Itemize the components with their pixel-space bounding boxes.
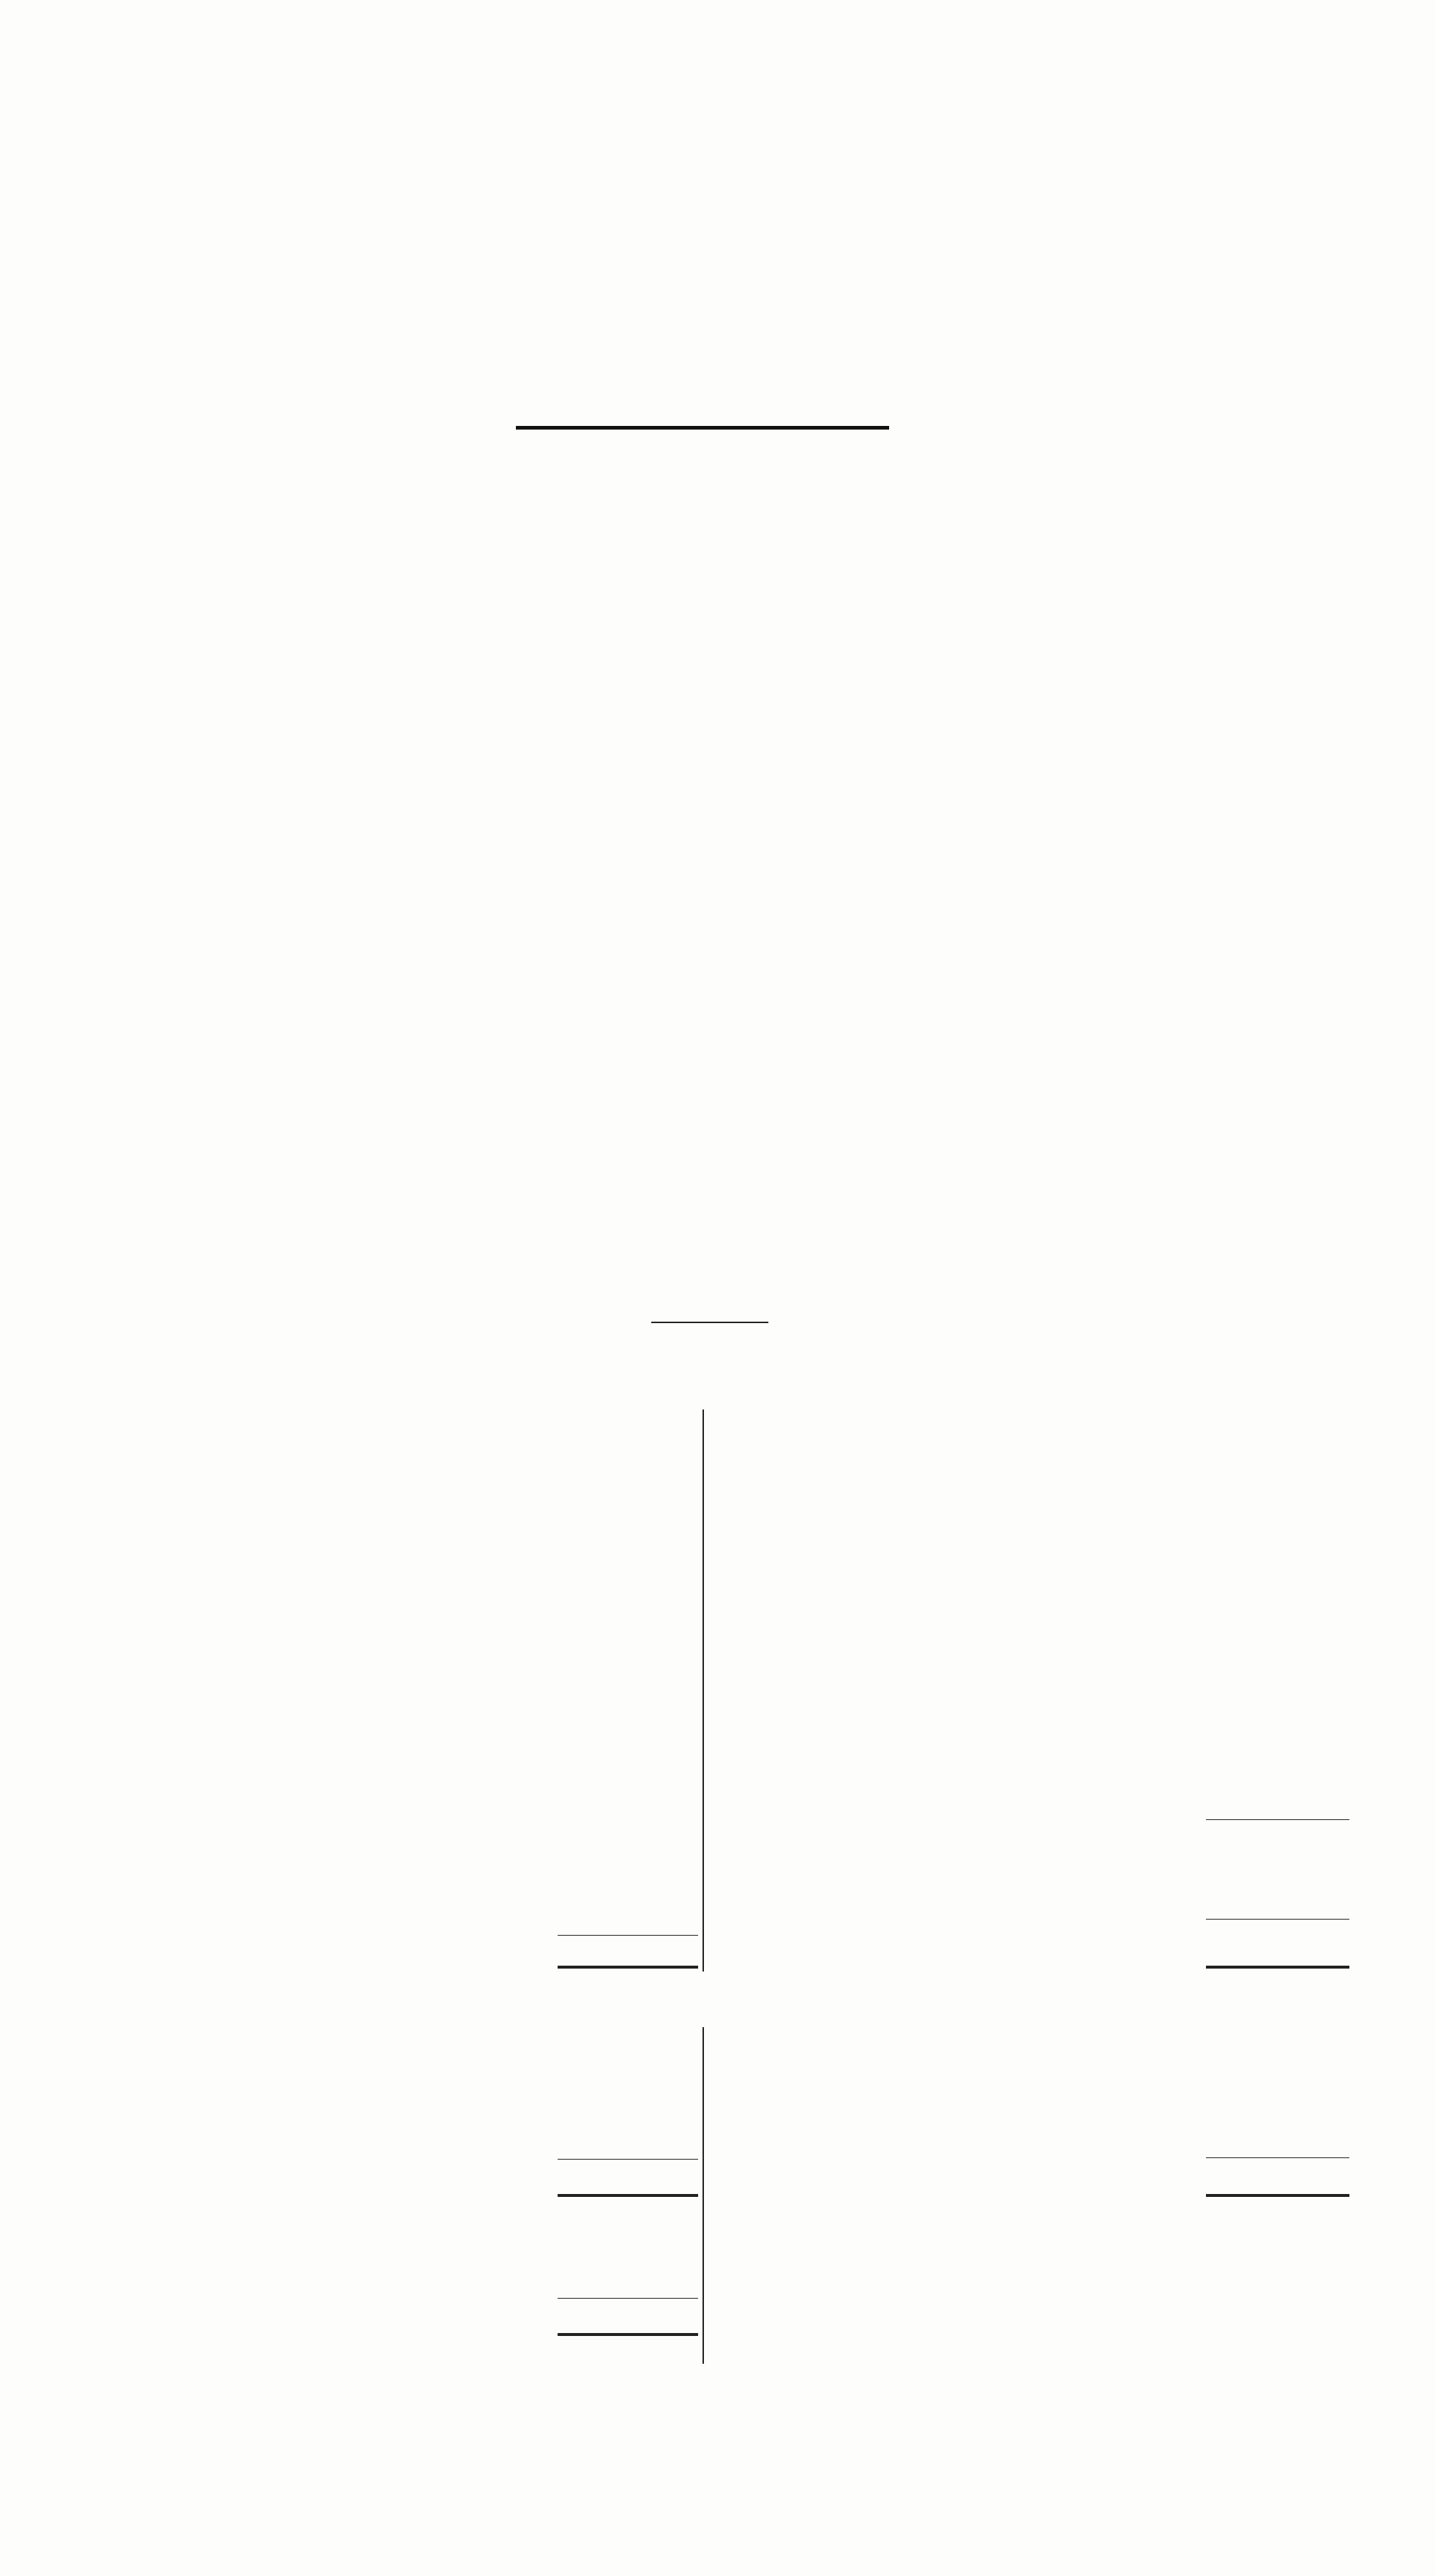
double-rule <box>558 1966 698 1969</box>
total-rule <box>558 2159 698 2160</box>
section-divider <box>516 426 889 430</box>
section-divider <box>651 1322 768 1323</box>
total-rule <box>1206 2157 1349 2158</box>
column-divider <box>702 1409 704 1972</box>
total-rule <box>558 1935 698 1936</box>
double-rule <box>558 2333 698 2336</box>
double-rule <box>1206 1966 1349 1969</box>
double-rule <box>1206 2194 1349 2197</box>
total-rule <box>558 2298 698 2299</box>
subtotal-rule <box>1206 1819 1349 1820</box>
double-rule <box>558 2194 698 2197</box>
column-divider <box>702 2027 704 2364</box>
total-rule <box>1206 1919 1349 1920</box>
